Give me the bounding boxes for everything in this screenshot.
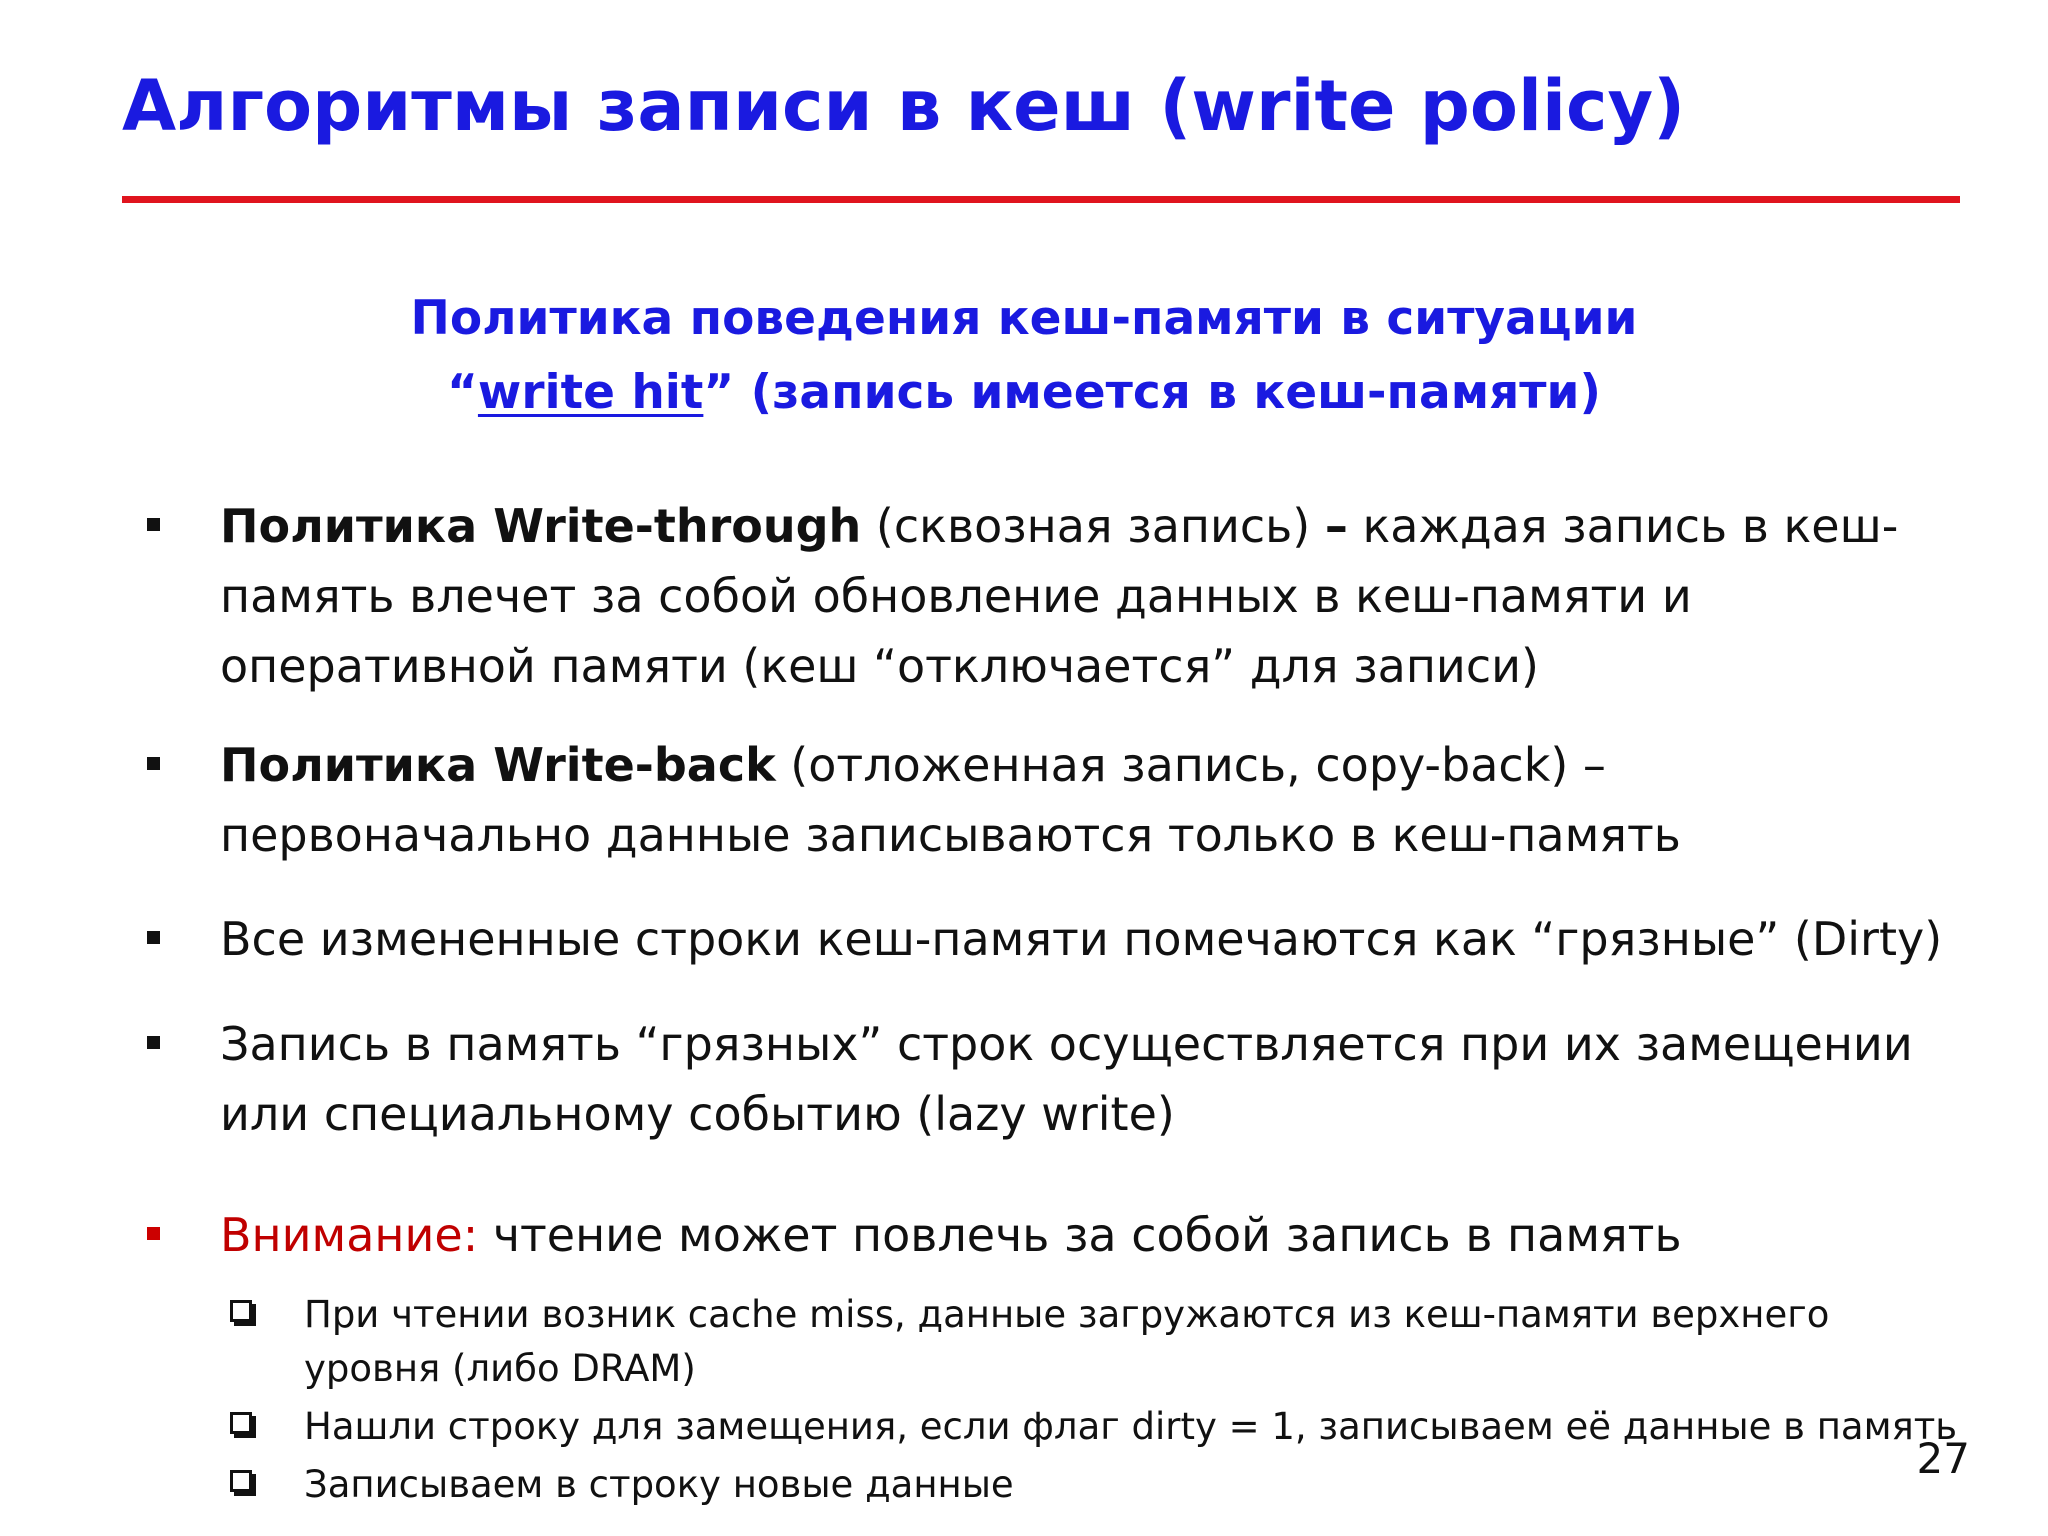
- bullet-line: оперативной памяти (кеш “отключается” для записи): [220, 639, 1539, 693]
- subitem-line: Нашли строку для замещения, если флаг dirty = 1, записываем её данные в память: [304, 1405, 1958, 1448]
- subtitle-line-2-rest: ” (запись имеется в кеш-памяти): [703, 365, 1601, 420]
- bullet-text: (сквозная запись): [861, 499, 1325, 553]
- checkbox-icon: [230, 1300, 252, 1322]
- bullet-write-back: [220, 730, 1940, 870]
- subtitle-line-1: Политика поведения кеш-памяти в ситуации: [410, 291, 1638, 346]
- checkbox-icon: [230, 1470, 252, 1492]
- square-bullet-icon: [147, 1227, 160, 1240]
- bullet-lazy-write: [220, 1009, 1940, 1149]
- bullet-warning: [220, 1200, 1940, 1270]
- bullet-line: [220, 730, 1940, 800]
- bullet-line: [220, 1200, 1940, 1270]
- square-bullet-icon: [147, 931, 160, 944]
- bullet-line: Все измененные строки кеш-памяти помечаются как “грязные” (Dirty): [220, 912, 1943, 966]
- bullet-text: (отложенная запись, copy-back) –: [775, 738, 1606, 792]
- bullet-line: память влечет за собой обновление данных в кеш-памяти и: [220, 569, 1692, 623]
- bullet-text: чтение может повлечь за собой запись в память: [478, 1208, 1682, 1262]
- bullet-text: каждая запись в кеш-: [1347, 499, 1899, 553]
- square-bullet-icon: [147, 757, 160, 770]
- checkbox-icon: [230, 1412, 252, 1434]
- bullet-bold-term: Политика Write-through: [220, 499, 862, 553]
- subitem-line: Записываем в строку новые данные: [304, 1463, 1014, 1506]
- subitem-replace-line: [304, 1400, 1958, 1454]
- subitem-cache-miss: [304, 1288, 1944, 1396]
- subitem-line: уровня (либо DRAM): [304, 1347, 696, 1390]
- bullet-line: [220, 491, 1940, 561]
- slide-title: Алгоритмы записи в кеш (write policy): [122, 65, 1686, 147]
- warning-label: Внимание:: [220, 1208, 479, 1262]
- bullet-dash: –: [1324, 499, 1348, 553]
- square-bullet-icon: [147, 518, 160, 531]
- page-number: 27: [1916, 1434, 1970, 1483]
- subtitle-open-quote: “: [447, 365, 478, 420]
- bullet-line: первоначально данные записываются только в кеш-память: [220, 808, 1681, 862]
- bullet-bold-term: Политика Write-back: [220, 738, 776, 792]
- square-bullet-icon: [147, 1036, 160, 1049]
- subitem-line: При чтении возник cache miss, данные загружаются из кеш-памяти верхнего: [304, 1293, 1830, 1336]
- bullet-write-through: [220, 491, 1940, 701]
- bullet-line: или специальному событию (lazy write): [220, 1087, 1175, 1141]
- subitem-write-new-data: [304, 1458, 1944, 1512]
- bullet-dirty-lines: [220, 904, 1943, 974]
- write-hit-link[interactable]: write hit: [477, 365, 704, 420]
- bullet-line: Запись в память “грязных” строк осуществляется при их замещении: [220, 1017, 1913, 1071]
